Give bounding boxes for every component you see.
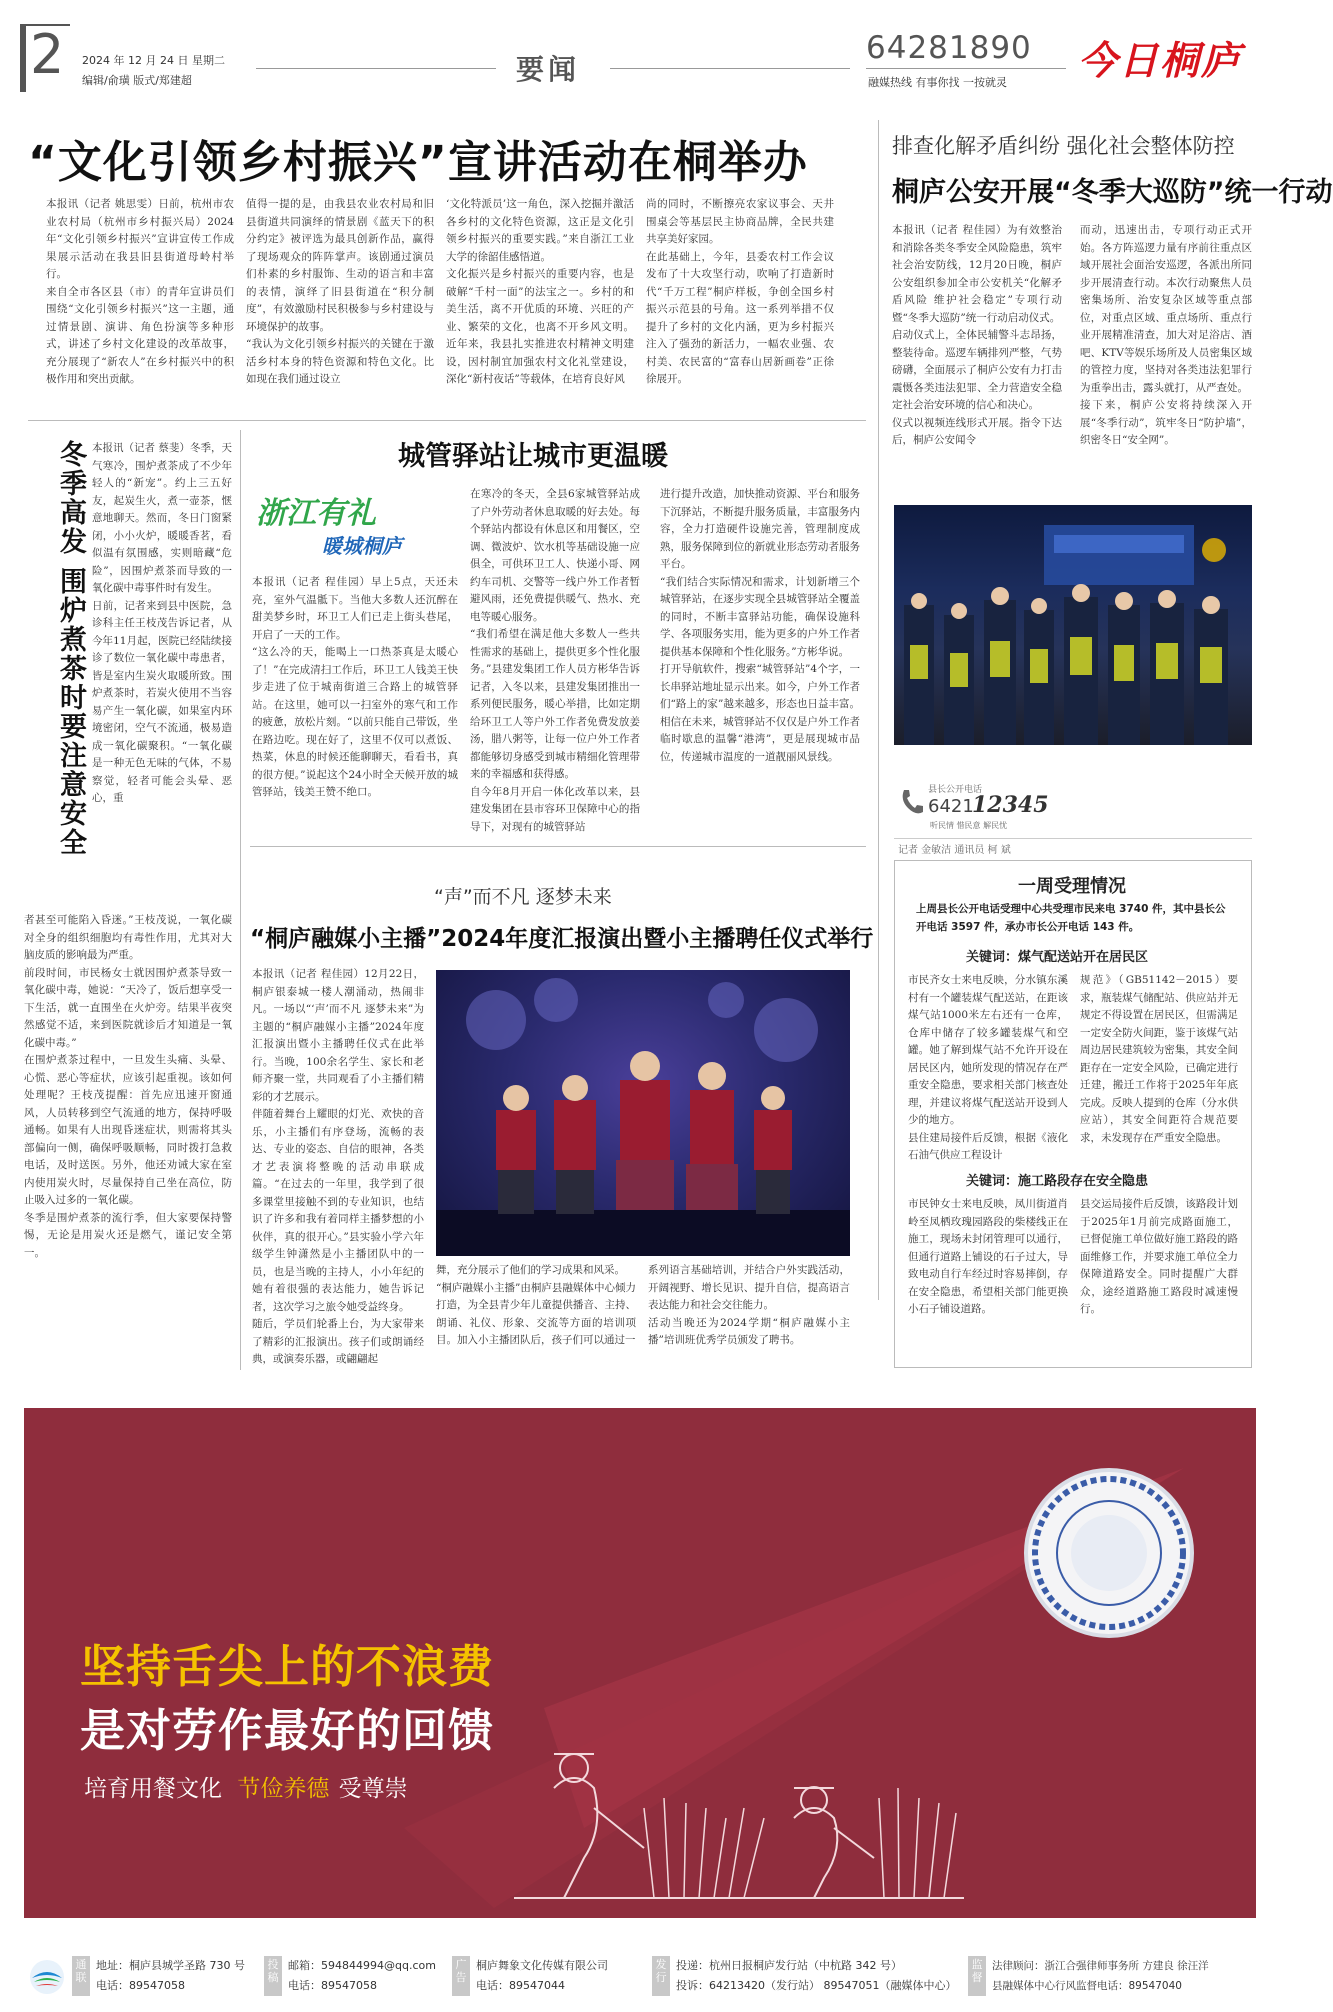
keyword2-col1: 市民钟女士来电反映，凤川街道肖岭至凤栖玫瑰园路段的柴楼线正在施工，现场未封闭管理可以通行，但通行道路上铺设的石子过大，导致电动自行车经过时容易摔倒，存在安全隐患，希望相关部门能更换小石子铺设道路。 [908, 1198, 1068, 1315]
footer-g4-line1: 投递：杭州日报桐庐发行站（中杭路 342 号） [676, 1959, 902, 1972]
page-number: 2 [30, 23, 65, 86]
section-name: 要闻 [516, 53, 581, 86]
farmers-illustration [494, 1708, 974, 1908]
article2-kicker: 排查化解矛盾纠纷 强化社会整体防控 [892, 134, 1235, 158]
footer-g3-line2: 电话：89547044 [476, 1979, 565, 1992]
newspaper-logo: 今日桐庐 [1078, 38, 1243, 84]
article4-col3: 进行提升改造，加快推动资源、平台和服务下沉驿站，不断提升服务质量，丰富服务内容，全力打造硬件设施完善，管理制度成熟，服务保障到位的新就业形态劳动者服务平台。 “我们结合实际情况和需求，计划新增三个城管驿站，在逐步实现全县城管驿站全覆盖的同时，不断丰富驿站功能，确保设施科学、各项服务实用，能为更多的户外工作者提供基本保障和个性化服务。”方彬华说。 打开导航软件，搜索“城管驿站”4个字，一长串驿站地址显示出来。如今，户外工作者们“路上的家”越来越多，形态也日益丰富。相信在未来，城管驿站不仅仅是户外工作者临时歇息的温馨“港湾”，更是展现城市品位，传递城市温度的一道靓丽风景线。 [660, 488, 860, 763]
editor-credits: 编辑/俞璜 版式/郑建超 [82, 74, 192, 87]
footer-tag-4: 发行 [652, 1956, 670, 1996]
hotline-rule [866, 68, 1066, 69]
issue-date: 2024 年 12 月 24 日 星期二 [82, 54, 225, 67]
banner-sub [84, 1770, 408, 1803]
article3-text-bottom: 者甚至可能陷入昏迷。”王枝茂说，一氧化碳对全身的组织细胞均有毒性作用，尤其对大脑皮质的影响最为严重。 前段时间，市民杨女士就因围炉煮茶导致一氧化碳中毒，她说：“天冷了，饭后想享受一下生活，就一直围坐在火炉旁。结果半夜突然感觉不适，来到医院就诊后才知道是一氧化碳中毒。” 在围炉煮茶过程中，一旦发生头痛、头晕、心慌、恶心等症状，应该引起重视。该如何处理呢？王枝茂提醒：首先应迅速开窗通风，人员转移到空气流通的地方，保持呼吸通畅。如果有人出现昏迷症状，则需将其头部偏向一侧，确保呼吸顺畅，同时拨打急救电话，及时送医。另外，他还劝诫大家在室内使用炭火时，尽量保持自己坐在高位，防止吸入过多的一氧化碳。 冬季是围炉煮茶的流行季，但大家要保持警惕，无论是用炭火还是燃气，谨记安全第一。 [24, 914, 232, 1259]
footer-g1-line2: 电话：89547058 [96, 1979, 185, 1992]
article5-col2: 舞，充分展示了他们的学习成果和风采。 “桐庐融媒小主播”由桐庐县融媒体中心倾力打造，为全县青少年儿童提供播音、主持、朗诵、礼仪、形象、交流等方面的培训项目。加入小主播团队后，孩子们可以通过一 [436, 1264, 636, 1346]
footer [0, 1950, 1280, 2012]
footer-tag-5: 监督 [968, 1956, 986, 1996]
hotline-credits: 记者 金敏洁 通讯员 柯 斌 [898, 845, 1011, 856]
article5-kicker: “声”而不凡 逐梦未来 [434, 886, 612, 908]
logo-nuancheng-tonglu: 暖城桐庐 [322, 534, 402, 558]
divider-v-left [240, 430, 241, 1370]
hotline-number: 64281890 [866, 30, 1032, 66]
banner-sub-a: 培育用餐文化 [84, 1776, 222, 1802]
header-rule-right [610, 68, 850, 69]
footer-g2-line2: 电话：89547058 [288, 1979, 377, 1992]
keyword1-col1: 市民齐女士来电反映，分水镇东溪村有一个罐装煤气配送站，在距该煤气站1000米左右还有一仓库，仓库中储存了较多罐装煤气和空罐。她了解到煤气站不允许开设在居民区内，她所发现的情况存在严重安全隐患，要求相关部门核查处理，并建议将煤气配送站开设到人少的地方。 县住建局接件后反馈，根据《液化石油气供应工程设计 [908, 974, 1068, 1161]
footer-tag-3: 广告 [452, 1956, 470, 1996]
article4-logo [252, 484, 458, 568]
banner-line1: 坚持舌尖上的不浪费 [80, 1640, 495, 1693]
police-photo [894, 505, 1252, 745]
footer-g2-line1: 邮箱：594844994@qq.com [288, 1959, 436, 1972]
article1-headline: “文化引领乡村振兴”宣讲活动在桐举办 [28, 137, 808, 188]
footer-g5-line2: 县融媒体中心行风监督电话：89547040 [992, 1980, 1182, 1992]
keyword1-title: 关键词：煤气配送站开在居民区 [966, 950, 1149, 965]
stage-photo [436, 970, 850, 1256]
footer-g1-line1: 地址：桐庐县城学圣路 730 号 [96, 1959, 245, 1972]
divider-v-right [878, 120, 879, 1300]
plate-pattern-icon [1028, 1472, 1190, 1634]
divider-h-mid [250, 846, 866, 847]
article4-col2: 在寒冷的冬天，全县6家城管驿站成了户外劳动者休息取暖的好去处。每个驿站内都设有休息区和用餐区，空调、微波炉、饮水机等基础设施一应俱全，可供环卫工人、快递小哥、网约车司机、交警等一线户外工作者暂避风雨，还免费提供暖气、热水、充电等暖心服务。 “我们希望在满足他大多数人一些共性需求的基础上，提供更多个性化服务。”县建发集团工作人员方彬华告诉记者，入冬以来，县建发集团推出一系列便民服务，暖心举措，比如定期给环卫工人等户外工作者免费发放姜汤，腊八粥等，让每一位户外工作者都能够切身感受到城市精细化管理带来的幸福感和获得感。 自今年8月开启一体化改革以来，县建发集团在县市容环卫保障中心的指导下，对现有的城管驿站 [470, 488, 640, 833]
police-photo-illustration [894, 505, 1252, 745]
header [0, 0, 1280, 89]
keyword2-title: 关键词：施工路段存在安全隐患 [966, 1174, 1149, 1189]
hotline-title: 一周受理情况 [1018, 876, 1126, 897]
banner-sub-b: 节俭养德 [237, 1776, 330, 1802]
article1-col3: ‘文化特派员’这一角色，深入挖掘并激活各乡村的文化特色资源，这正是文化引领乡村振兴的重要实践。”来自浙江工业大学的徐韶佳感悟道。 文化振兴是乡村振兴的重要内容，也是破解“千村一面”的法宝之一。乡村的和美生活，离不开优质的环境、兴旺的产业、繁荣的文化，也离不开乡风文明。近年来，我县扎实推进农村精神文明建设，因村制宜加强农村文化礼堂建设，深化“新村夜话”等载体，在培育良好风 [446, 198, 634, 385]
article1-col1: 本报讯（记者 姚思雯）日前，杭州市农业农村局（杭州市乡村振兴局）2024年“文化引领乡村振兴”宣讲宣传工作成果展示活动在我县旧县街道母岭村举行。 来自全市各区县（市）的青年宣讲员们围绕“文化引领乡村振兴”这一主题，通过情景剧、演讲、角色扮演等多种形式，讲述了乡村文化建设的改革故事，充分展现了“新农人”在乡村振兴中的积极作用和突出贡献。 [46, 198, 234, 385]
hotline-slogan: 融媒热线 有事你找 一按就灵 [868, 76, 1007, 89]
phone-icon [898, 786, 924, 816]
keyword2-col2: 县交运局接件后反馈，该路段计划于2025年1月前完成路面施工，已督促施工单位做好施工路段的路面维修工作，并要求施工单位全力保障道路安全。同时提醒广大群众，途经道路施工路段时减速慢行。 [1080, 1198, 1238, 1315]
porcelain-plate [1024, 1468, 1194, 1638]
article4-col1: 本报讯（记者 程佳园）早上5点，天还未亮，室外气温骶下。当他大多数人还沉醉在甜美梦乡时，环卫工人们已走上街头巷尾，开启了一天的工作。 “这么冷的天，能喝上一口热茶真是太暖心了！”在完成清扫工作后，环卫工人钱美王快步走进了位于城南街道三合路上的城管驿站。在这里，她可以一扫室外的寒气和工作的疲惫，放松片刻。“以前只能自己带饭，坐在路边吃。现在好了，这里不仅可以煮饭、热菜，休息的时候还能聊聊天，看看书，真的很方便。”说起这个24小时全天候开放的城管驿站，钱美王赞不绝口。 [252, 576, 458, 798]
banner-sub-c: 受尊崇 [338, 1776, 408, 1802]
banner-ad [24, 1408, 1256, 1918]
article2-col1: 本报讯（记者 程佳园）为有效整治和消除各类冬季安全风险隐患，筑牢社会治安防线，12月20日晚，桐庐公安组织参加全市公安机关“化解矛盾风险 维护社会稳定”专项行动暨“冬季大巡防”统一行动启动仪式。 启动仪式上，全体民辅警斗志昂扬，整装待命。巡逻车辆排列严整，气势磅礴，全面展示了桐庐公安有力打击震慑各类违法犯罪、全力营造安全稳定社会治安环境的信心和决心。 仪式以视频连线形式开展。指令下达后，桐庐公安闻令 [892, 224, 1062, 446]
article1-col2: 值得一提的是，由我县农业农村局和旧县街道共同演绎的情景剧《蓝天下的积分约定》被评选为最具创新作品，赢得了现场观众的阵阵掌声。该剧通过演员们朴素的乡村服饰、生动的语言和丰富的表情，演绎了旧县街道在“积分制度”，有效激励村民积极参与乡村建设与环境保护的故事。 “我认为文化引领乡村振兴的关键在于激活乡村本身的特色资源和特色文化。比如现在我们通过设立 [246, 198, 434, 385]
keyword1-col2: 规范》（GB51142－2015）要求，瓶装煤气储配站、供应站并无规定不得设置在居民区，但需满足一定安全防火间距，鉴于该煤气站周边居民建筑较为密集，其安全间距存在一定安全风险，已确定进行迁建，搬迁工作将于2025年年底完成。反映人提到的仓库（分水供应站），其安全间距符合规范要求，未发现存在严重安全隐患。 [1080, 974, 1238, 1144]
logo-zhejiang-youli: 浙江有礼 [256, 496, 376, 531]
header-rule-left [256, 68, 496, 69]
article3-vertical-title: 冬季高发 围炉煮茶时要注意安全 [55, 440, 86, 858]
article5-col1: 本报讯（记者 程佳园）12月22日，桐庐银泰城一楼人潮涌动，热闹非凡。一场以“‘声’而不凡 逐梦未来”为主题的“桐庐融媒小主播”2024年度汇报演出暨小主播聘任仪式在此举行。当晚，100余名学生、家长和老师齐聚一堂，共同观看了小主播们精彩的才艺展示。 伴随着舞台上耀眼的灯光、欢快的音乐，小主播们有序登场，流畅的表达、专业的姿态、自信的眼神，各类才艺表演将整晚的活动串联成篇。“在过去的一年里，我学到了很多课堂里接触不到的专业知识，也结识了许多和我有着同样主播梦想的小伙伴，真的很开心。”县实验小学六年级学生钟潇然是小主播团队中的一员，也是当晚的主持人，小小年纪的她有着很强的表达能力，她告诉记者，这次学习之旅令她受益终身。 随后，学员们轮番上台，为大家带来了精彩的汇报演出。孩子们或朗诵经典，或演奏乐器，或翩翩起 [252, 968, 424, 1365]
article5-headline: “桐庐融媒小主播”2024年度汇报演出暨小主播聘任仪式举行 [250, 926, 874, 952]
footer-g4-line2: 投诉：64213420（发行站） 89547051（融媒体中心） [676, 1979, 957, 1992]
media-center-logo-icon [28, 1958, 66, 1996]
banner-line2: 是对劳作最好的回馈 [80, 1704, 495, 1757]
article1-col4: 尚的同时，不断擦亮农家议事会、天井围桌会等基层民主协商品牌，全民共建共享美好家园。 在此基础上，今年，县委农村工作会议发布了十大攻坚行动，吹响了打造新时代“千万工程”桐庐样板，争创全国乡村振兴示范县的号角。这一系列举措不仅提升了乡村的文化内涵，更为乡村振兴注入了强劲的新活力，一幅农业强、农村美、农民富的“富春山居新画卷”正徐徐展开。 [646, 198, 834, 385]
article3-text-top: 本报讯（记者 蔡斐）冬季，天气寒冷，围炉煮茶成了不少年轻人的“新宠”。约上三五好友，起炭生火，煮一壶茶，惬意地聊天。然而，冬日门窗紧闭，小小火炉，暖暖香茗，看似温有氛围感，实则暗藏“危险”，因围炉煮茶而导致的一氧化碳中毒事件时有发生。 日前，记者来到县中医院，急诊科主任王枝茂告诉记者，从今年11月起，医院已经陆续接诊了数位一氧化碳中毒患者，皆是室内生炭火取暖所致。围炉煮茶时，若炭火使用不当容易产生一氧化碳，如果室内环境密闭，空气不流通，极易造成一氧化碳聚积。“一氧化碳是一种无色无味的气体，不易察觉，轻者可能会头晕、恶心，重 [92, 442, 232, 804]
article4-headline: 城管驿站让城市更温暖 [398, 441, 668, 472]
article2-headline: 桐庐公安开展“冬季大巡防”统一行动 [892, 177, 1333, 208]
stage-photo-illustration [436, 970, 850, 1256]
article5-col3: 系列语言基础培训，并结合户外实践活动，开阔视野、增长见识、提升自信，提高语言表达能力和社会交往能力。 活动当晚还为2024学期“桐庐融媒小主播”培训班优秀学员颁发了聘书。 [648, 1264, 850, 1346]
hotline-summary: 上周县长公开电话受理中心共受理市民来电 3740 件，其中县长公开电话 3597 件，承办市长公开电话 143 件。 [916, 903, 1226, 933]
article2-col2: 而动，迅速出击，专项行动正式开始。各方阵巡逻力量有序前往重点区域开展社会面治安巡逻，各派出所同步开展清查行动。本次行动聚焦人员密集场所、治安复杂区域等重点部位，对重点区域、重点场所、重点行业开展精准清查，加大对足浴店、酒吧、KTV等娱乐场所及人员密集区域的管控力度，坚持对各类违法犯罪行为重拳出击，露头就打，从严查处。 接下来，桐庐公安将持续深入开展“冬季行动”，筑牢冬日“防护墙”，织密冬日“安全网”。 [1080, 224, 1252, 446]
footer-tag-2: 投稿 [264, 1956, 282, 1996]
divider-h-top [28, 420, 866, 421]
hotline-slogan-small: 听民情 惜民意 解民忧 [930, 821, 1008, 830]
footer-tag-1: 通联 [72, 1956, 90, 1996]
footer-g5-line1: 法律顾问：浙江合强律师事务所 方建良 徐汪洋 [992, 1960, 1209, 1972]
hotline-number-main: 12345 [972, 792, 1049, 818]
hotline-box [894, 776, 1252, 1368]
footer-logo [28, 1958, 66, 1996]
hotline-credit-rule [894, 838, 1252, 839]
hotline-number-prefix: 6421 [928, 796, 974, 817]
footer-g3-line1: 桐庐舞象文化传媒有限公司 [476, 1959, 608, 1972]
hotline-label: 县长公开电话 [928, 785, 983, 795]
